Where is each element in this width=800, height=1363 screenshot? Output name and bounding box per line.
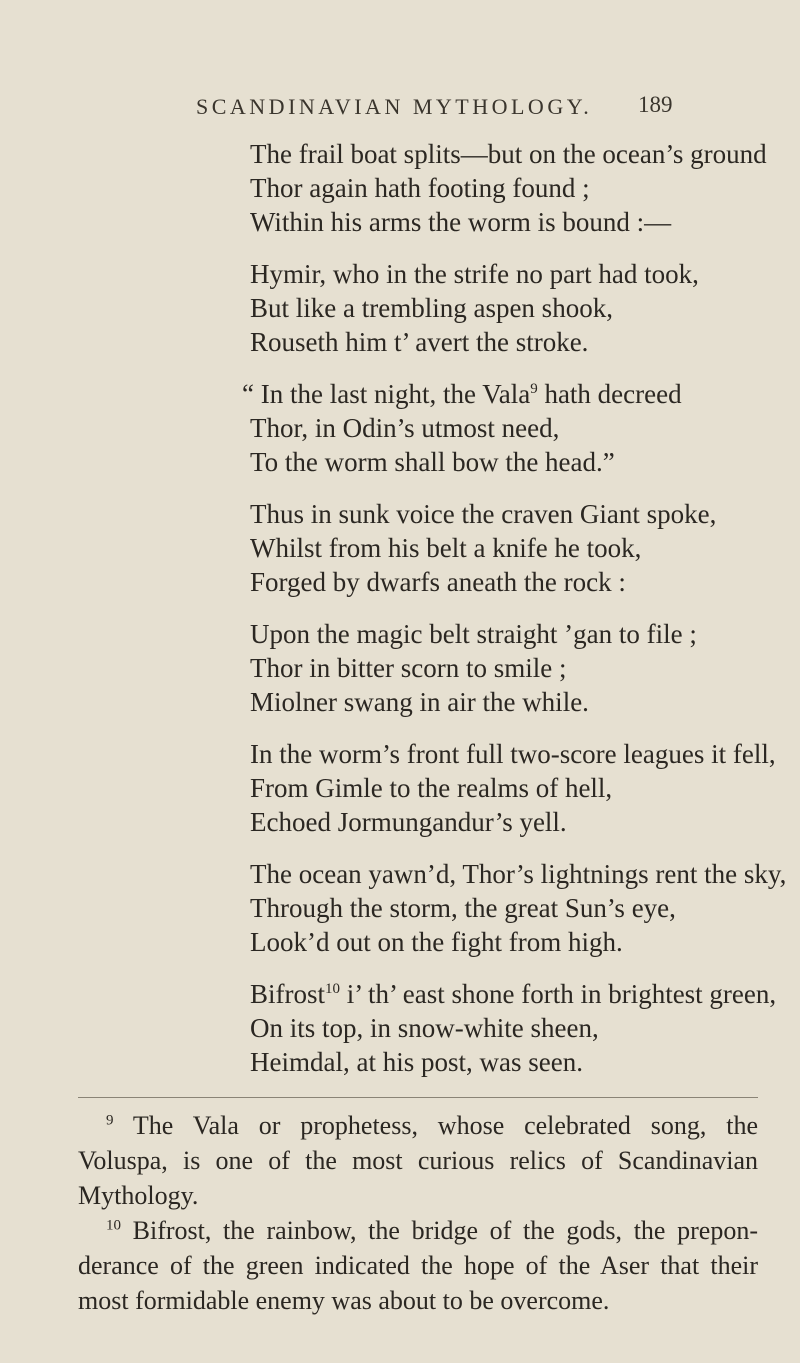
footnote-line: most formidable enemy was about to be overcome. [78, 1286, 610, 1315]
poem-line [250, 978, 776, 1010]
footnote-mark: 9 [530, 381, 538, 397]
poem-line: On its top, in snow-white sheen, [250, 1013, 599, 1043]
poem-line: Rouseth him t’ avert the stroke. [250, 327, 589, 357]
poem-line-text: “ In the last night, the Vala [242, 379, 531, 409]
page-number: 189 [638, 92, 673, 117]
poem-line: But like a trembling aspen shook, [250, 293, 613, 323]
footnote-line: derance of the green indicated the hope of the Aser that their [78, 1251, 758, 1280]
footnote-line [78, 1108, 758, 1143]
poem-line-text: hath decreed [537, 379, 682, 409]
poem-line: Forged by dwarfs aneath the rock : [250, 567, 626, 597]
poem-line: Through the storm, the great Sun’s eye, [250, 893, 676, 923]
poem-line: Upon the magic belt straight ’gan to file ; [250, 619, 697, 649]
poem-line: The frail boat splits—but on the ocean’s ground [250, 139, 767, 169]
footnote-10 [78, 1213, 758, 1318]
poem-line: From Gimle to the realms of hell, [250, 773, 613, 803]
footnote-text: Bifrost, the rainbow, the bridge of the gods, the prepon- [121, 1216, 758, 1245]
poem-line: Thor in bitter scorn to smile ; [250, 653, 567, 683]
poem-line [242, 378, 682, 410]
poem-line: Echoed Jormungandur’s yell. [250, 807, 567, 837]
poem-line: Thor, in Odin’s utmost need, [250, 413, 560, 443]
footnote-mark: 10 [106, 1217, 121, 1234]
poem-line: Miolner swang in air the while. [250, 687, 589, 717]
footnote-mark: 10 [325, 981, 341, 997]
poem-line: Thor again hath footing found ; [250, 173, 590, 203]
poem-line: Thus in sunk voice the craven Giant spoke, [250, 499, 717, 529]
poem-line-text: i’ th’ east shone forth in brightest green, [340, 979, 777, 1009]
poem-line: The ocean yawn’d, Thor’s lightnings rent the sky, [250, 859, 787, 889]
poem-line: To the worm shall bow the head.” [250, 447, 615, 477]
running-title: SCANDINAVIAN MYTHOLOGY. [196, 94, 593, 119]
footnote-text: The Vala or prophetess, whose celebrated song, the [113, 1111, 758, 1140]
footnote-9 [78, 1108, 758, 1213]
footnote-line: Voluspa, is one of the most curious relics of Scandinavian [78, 1146, 758, 1175]
footnote-line [78, 1213, 758, 1248]
poem-line: Look’d out on the fight from high. [250, 927, 623, 957]
footnote-mark: 9 [106, 1112, 114, 1129]
poem-line-text: Bifrost [250, 979, 326, 1009]
poem-line: Whilst from his belt a knife he took, [250, 533, 642, 563]
poem-line: Heimdal, at his post, was seen. [250, 1047, 583, 1077]
poem-line: Hymir, who in the strife no part had took, [250, 259, 699, 289]
poem-line: Within his arms the worm is bound :— [250, 207, 672, 237]
footnote-divider [78, 1097, 758, 1098]
poem-line: In the worm’s front full two-score leagues it fell, [250, 739, 776, 769]
footnote-line: Mythology. [78, 1181, 199, 1210]
